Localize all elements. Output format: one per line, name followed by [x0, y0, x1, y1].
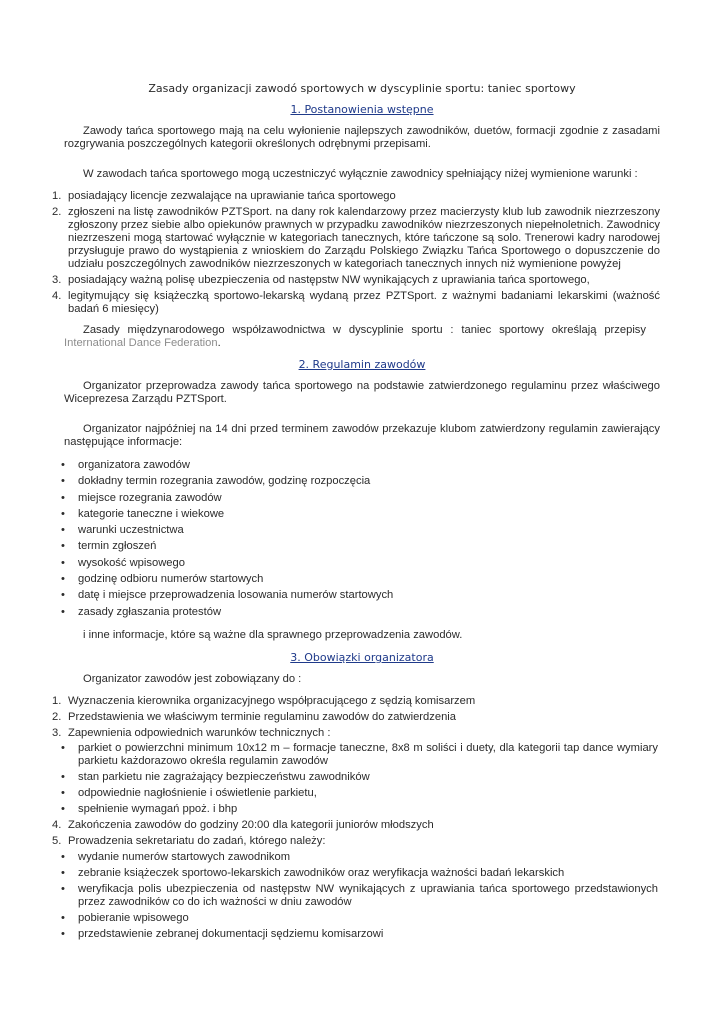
secretariat-tasks-list: [58, 851, 658, 944]
list-item: • weryfikacja polis ubezpieczenia od następstw NW wynikających z uprawiania tańca sportowego przedstawionych przez zawodników co do ich ważności w dniu zawodów: [58, 883, 658, 909]
list-item: 4. Zakończenia zawodów do godziny 20:00 dla kategorii juniorów młodszych: [52, 819, 434, 831]
list-item: • wysokość wpisowego: [58, 557, 658, 570]
list-item: 3. Zapewnienia odpowiednich warunków technicznych :: [52, 727, 331, 739]
list-item: • zasady zgłaszania protestów: [58, 606, 658, 619]
list-item: 1. posiadający licencje zezwalające na uprawianie tańca sportowego: [52, 190, 396, 202]
list-item: • zebranie książeczek sportowo-lekarskich zawodników oraz weryfikacja ważności badań lekarskich: [58, 867, 658, 880]
section-1-heading: 1. Postanowienia wstępne: [290, 103, 434, 116]
list-item: • wydanie numerów startowych zawodnikom: [58, 851, 658, 864]
list-item: • pobieranie wpisowego: [58, 912, 658, 925]
idf-link[interactable]: International Dance Federation: [64, 337, 218, 349]
section-3-heading: 3. Obowiązki organizatora: [290, 651, 434, 664]
list-item: • przedstawienie zebranej dokumentacji sędziemu komisarzowi: [58, 928, 658, 941]
section-3-intro: Organizator zawodów jest zobowiązany do :: [83, 673, 302, 685]
list-item: • odpowiednie nagłośnienie i oświetlenie parkietu,: [58, 787, 658, 800]
list-item: • warunki uczestnictwa: [58, 524, 658, 537]
list-item: • stan parkietu nie zagrażający bezpieczeństwu zawodników: [58, 771, 658, 784]
technical-conditions-list: [58, 742, 658, 819]
list-item: • godzinę odbioru numerów startowych: [58, 573, 658, 586]
document-title: Zasady organizacji zawodó sportowych w dyscyplinie sportu: taniec sportowy: [148, 82, 576, 95]
list-item: • kategorie taneczne i wiekowe: [58, 508, 658, 521]
list-item: • parkiet o powierzchni minimum 10x12 m – formacje taneczne, 8x8 m soliści i duety, dla kategorii tap dance wymiary parkietu każdorazowo określa regulamin zawodów: [58, 742, 658, 768]
duties-list-1: [48, 695, 660, 743]
list-item: • dokładny termin rozegrania zawodów, godzinę rozpoczęcia: [58, 475, 658, 488]
section-1-paragraph-1: Zawody tańca sportowego mają na celu wyłonienie najlepszych zawodników, duetów, formacji zgodnie z zasadami rozgrywania poszczególnych kategorii określonych odrębnymi przepisami.: [64, 125, 660, 150]
list-item: • termin zgłoszeń: [58, 540, 658, 553]
list-item: 2. zgłoszeni na listę zawodników PZTSport. na dany rok kalendarzowy przez macierzysty klub lub zawodnik niezrzeszony zgłoszony przez siebie albo opiekunów prawnych w przypadku zawodników niezrzeszonych niepełnoletnich. Zawodnicy niezrzeszeni mogą startować wyłącznie w kategoriach tanecznych, które tańczone są solo. Trenerowi kadry narodowej przysługuje prawo do wystąpienia z wnioskiem do Zarządu Polskiego Związku Tańca Sportowego o dopuszczenie do udziału poszczególnych zawodników niezrzeszonych w kategoriach tanecznych innych niż wymienione powyżej: [52, 206, 661, 270]
list-item: 3. posiadający ważną polisę ubezpieczenia od następstw NW wynikających z uprawiania tańca sportowego,: [52, 274, 590, 286]
list-item: • miejsce rozegrania zawodów: [58, 492, 658, 505]
regulations-info-list: [58, 459, 658, 622]
section-2-paragraph-3: i inne informacje, które są ważne dla sprawnego przeprowadzenia zawodów.: [83, 629, 463, 641]
list-item: • datę i miejsce przeprowadzenia losowania numerów startowych: [58, 589, 658, 602]
section-1-paragraph-3: Zasady międzynarodowego współzawodnictwa w dyscyplinie sportu : taniec sportowy określają przepisy International Dance Federation.: [64, 324, 646, 349]
list-item: 5. Prowadzenia sekretariatu do zadań, którego należy:: [52, 835, 326, 847]
duties-list-2: [48, 819, 660, 851]
list-item: 4. legitymujący się książeczką sportowo-lekarską wydaną przez PZTSport. z ważnymi badaniami lekarskimi (ważność badań 6 miesięcy): [52, 290, 660, 315]
section-2-heading: 2. Regulamin zawodów: [298, 358, 426, 371]
section-1-paragraph-2: W zawodach tańca sportowego mogą uczestniczyć wyłącznie zawodnicy spełniający niżej wymienione warunki :: [83, 168, 638, 180]
section-2-paragraph-1: Organizator przeprowadza zawody tańca sportowego na podstawie zatwierdzonego regulaminu przez właściwego Wiceprezesa Zarządu PZTSport.: [64, 380, 660, 405]
list-item: 2. Przedstawienia we właściwym terminie regulaminu zawodów do zatwierdzenia: [52, 711, 457, 723]
conditions-list: [48, 190, 660, 319]
list-item: 1. Wyznaczenia kierownika organizacyjnego współpracującego z sędzią komisarzem: [52, 695, 476, 707]
section-2-paragraph-2: Organizator najpóźniej na 14 dni przed terminem zawodów przekazuje klubom zatwierdzony regulamin zawierający następujące informacje:: [64, 423, 660, 448]
list-item: • spełnienie wymagań ppoż. i bhp: [58, 803, 658, 816]
list-item: • organizatora zawodów: [58, 459, 658, 472]
